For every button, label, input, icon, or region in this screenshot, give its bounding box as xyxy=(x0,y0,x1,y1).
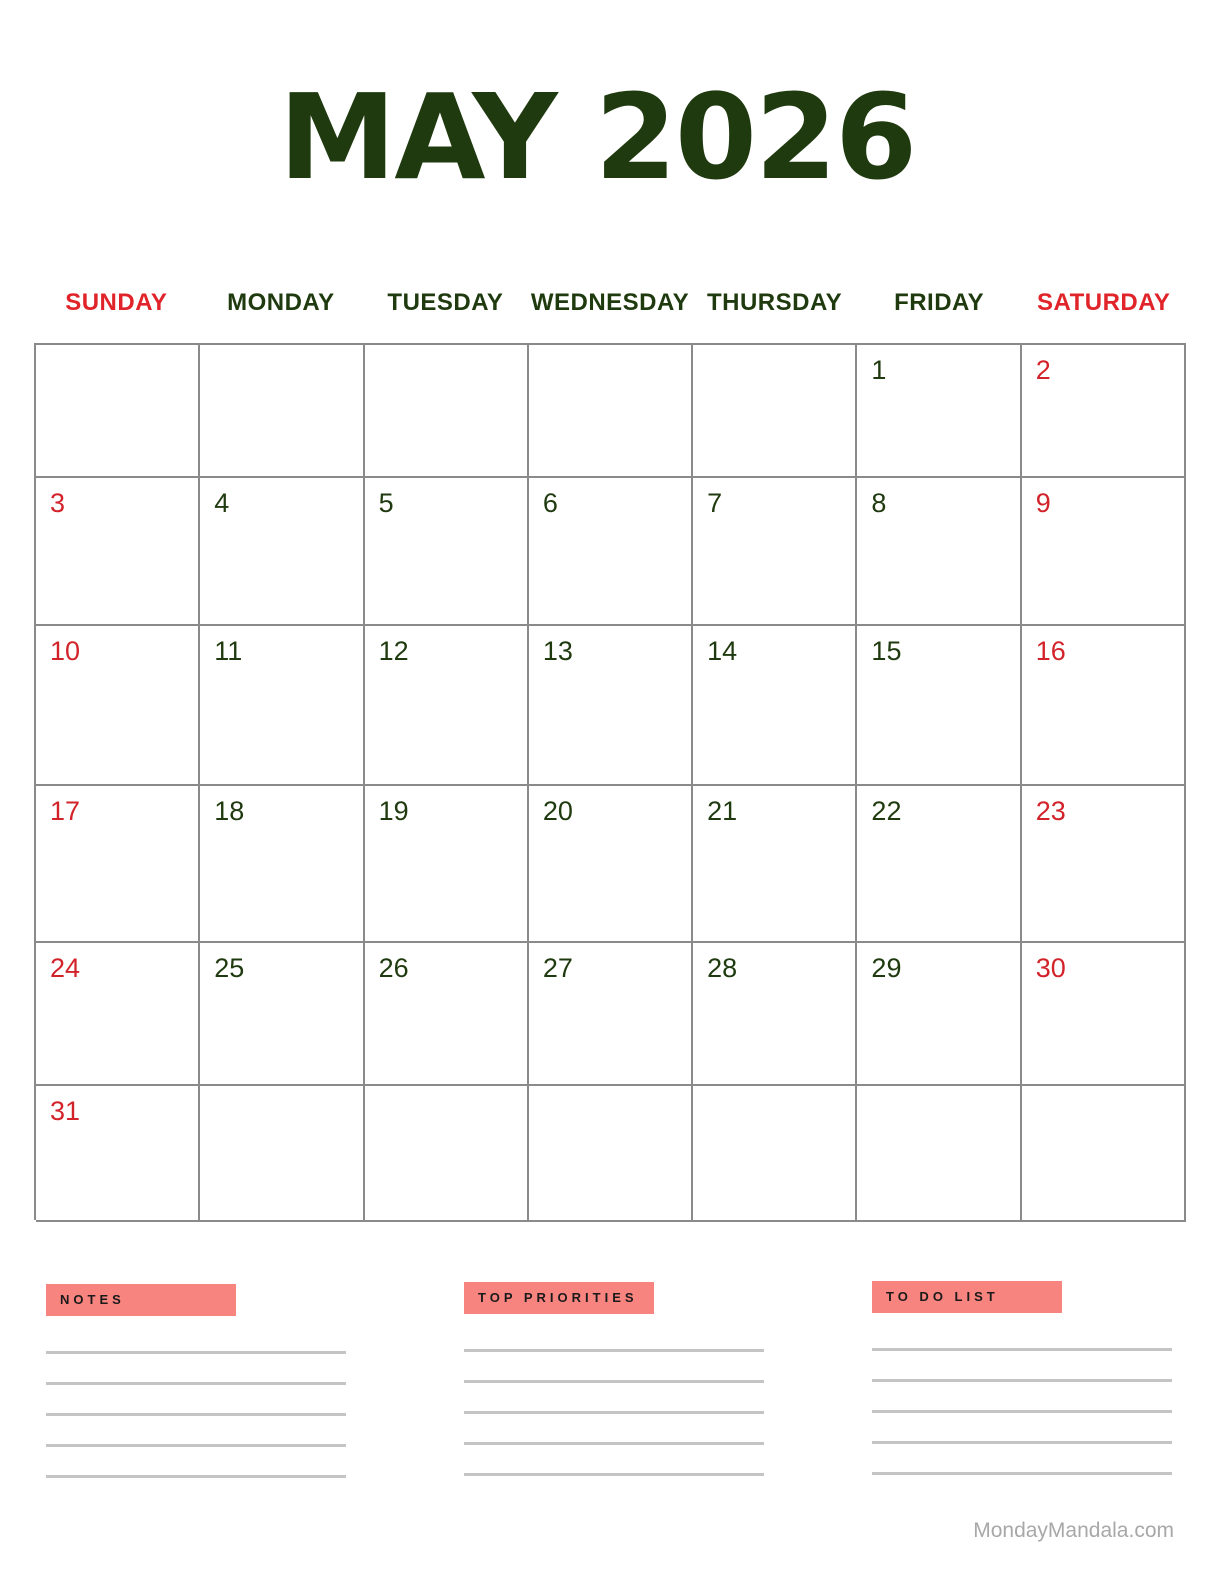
notes-line xyxy=(46,1444,346,1447)
calendar-grid xyxy=(34,343,1186,1220)
priorities-label: TOP PRIORITIES xyxy=(464,1282,654,1314)
day-cell[interactable] xyxy=(1022,478,1186,626)
date-number: 14 xyxy=(707,636,738,666)
day-cell[interactable] xyxy=(365,1086,529,1222)
date-number: 12 xyxy=(378,636,409,666)
date-number: 19 xyxy=(378,796,409,826)
date-number: 11 xyxy=(214,636,243,666)
date-number: 25 xyxy=(214,953,245,983)
todo-section xyxy=(872,1281,1174,1503)
date-number: 13 xyxy=(542,636,573,666)
priorities-line xyxy=(464,1380,764,1383)
day-cell[interactable] xyxy=(693,786,857,943)
date-number: 22 xyxy=(871,796,902,826)
day-cell[interactable] xyxy=(1022,1086,1186,1222)
day-cell[interactable] xyxy=(1022,943,1186,1086)
todo-line xyxy=(872,1348,1172,1351)
todo-line xyxy=(872,1441,1172,1444)
footer-brand: MondayMandala.com xyxy=(973,1519,1174,1542)
day-cell[interactable] xyxy=(365,626,529,786)
weekday-tuesday: TUESDAY xyxy=(387,289,504,316)
weekday-header xyxy=(34,283,1186,323)
day-cell[interactable] xyxy=(857,1086,1021,1222)
day-cell[interactable] xyxy=(529,786,693,943)
date-number: 10 xyxy=(50,636,81,666)
day-cell[interactable] xyxy=(529,478,693,626)
weekday-sunday: SUNDAY xyxy=(65,289,168,316)
date-number: 16 xyxy=(1035,636,1066,666)
notes-line xyxy=(46,1413,346,1416)
day-cell[interactable] xyxy=(1022,345,1186,478)
day-cell[interactable] xyxy=(529,1086,693,1222)
day-cell[interactable] xyxy=(200,943,364,1086)
day-cell[interactable] xyxy=(365,478,529,626)
notes-lines[interactable] xyxy=(46,1351,348,1478)
date-number: 5 xyxy=(378,488,394,518)
day-cell[interactable] xyxy=(200,786,364,943)
notes-line xyxy=(46,1351,346,1354)
notes-line xyxy=(46,1475,346,1478)
date-number: 7 xyxy=(707,488,723,518)
day-cell[interactable] xyxy=(200,1086,364,1222)
date-number: 6 xyxy=(542,488,558,518)
day-cell[interactable] xyxy=(529,943,693,1086)
date-number: 1 xyxy=(871,355,887,385)
date-number: 3 xyxy=(50,488,66,518)
day-cell[interactable] xyxy=(857,626,1021,786)
date-number: 31 xyxy=(50,1096,81,1126)
calendar-title: MAY 2026 xyxy=(278,68,916,206)
date-number: 30 xyxy=(1035,953,1066,983)
day-cell[interactable] xyxy=(857,478,1021,626)
day-cell[interactable] xyxy=(857,786,1021,943)
date-number: 20 xyxy=(542,796,573,826)
day-cell[interactable] xyxy=(693,626,857,786)
date-number: 4 xyxy=(214,488,230,518)
notes-label: NOTES xyxy=(46,1284,236,1316)
day-cell[interactable] xyxy=(693,1086,857,1222)
priorities-line xyxy=(464,1411,764,1414)
day-cell[interactable] xyxy=(36,786,200,943)
date-number: 29 xyxy=(871,953,902,983)
day-cell[interactable] xyxy=(200,626,364,786)
weekday-saturday: SATURDAY xyxy=(1037,289,1171,316)
date-number: 21 xyxy=(707,796,738,826)
day-cell[interactable] xyxy=(693,345,857,478)
todo-line xyxy=(872,1472,1172,1475)
day-cell[interactable] xyxy=(36,943,200,1086)
day-cell[interactable] xyxy=(36,1086,200,1222)
priorities-line xyxy=(464,1473,764,1476)
todo-lines[interactable] xyxy=(872,1348,1174,1475)
day-cell[interactable] xyxy=(200,478,364,626)
date-number: 15 xyxy=(871,636,902,666)
date-number: 26 xyxy=(378,953,409,983)
weekday-friday: FRIDAY xyxy=(894,289,985,316)
day-cell[interactable] xyxy=(693,943,857,1086)
date-number: 23 xyxy=(1035,796,1066,826)
date-number: 8 xyxy=(871,488,887,518)
date-number: 28 xyxy=(707,953,738,983)
weekday-thursday: THURSDAY xyxy=(706,289,843,316)
day-cell[interactable] xyxy=(200,345,364,478)
day-cell[interactable] xyxy=(365,943,529,1086)
date-number: 18 xyxy=(214,796,245,826)
day-cell[interactable] xyxy=(529,345,693,478)
date-number: 24 xyxy=(50,953,81,983)
day-cell[interactable] xyxy=(857,345,1021,478)
priorities-lines[interactable] xyxy=(464,1349,766,1476)
todo-line xyxy=(872,1379,1172,1382)
day-cell[interactable] xyxy=(529,626,693,786)
date-number: 17 xyxy=(50,796,81,826)
notes-line xyxy=(46,1382,346,1385)
day-cell[interactable] xyxy=(36,478,200,626)
date-number: 27 xyxy=(542,953,573,983)
priorities-line xyxy=(464,1442,764,1445)
date-number: 2 xyxy=(1035,355,1051,385)
day-cell[interactable] xyxy=(1022,786,1186,943)
priorities-section xyxy=(464,1282,766,1504)
day-cell[interactable] xyxy=(36,345,200,478)
day-cell[interactable] xyxy=(693,478,857,626)
todo-label: TO DO LIST xyxy=(872,1281,1062,1313)
priorities-line xyxy=(464,1349,764,1352)
day-cell[interactable] xyxy=(365,345,529,478)
day-cell[interactable] xyxy=(36,626,200,786)
date-number: 9 xyxy=(1035,488,1051,518)
day-cell[interactable] xyxy=(1022,626,1186,786)
weekday-monday: MONDAY xyxy=(227,289,335,316)
todo-line xyxy=(872,1410,1172,1413)
day-cell[interactable] xyxy=(857,943,1021,1086)
day-cell[interactable] xyxy=(365,786,529,943)
notes-section xyxy=(46,1284,348,1506)
weekday-wednesday: WEDNESDAY xyxy=(530,289,690,316)
